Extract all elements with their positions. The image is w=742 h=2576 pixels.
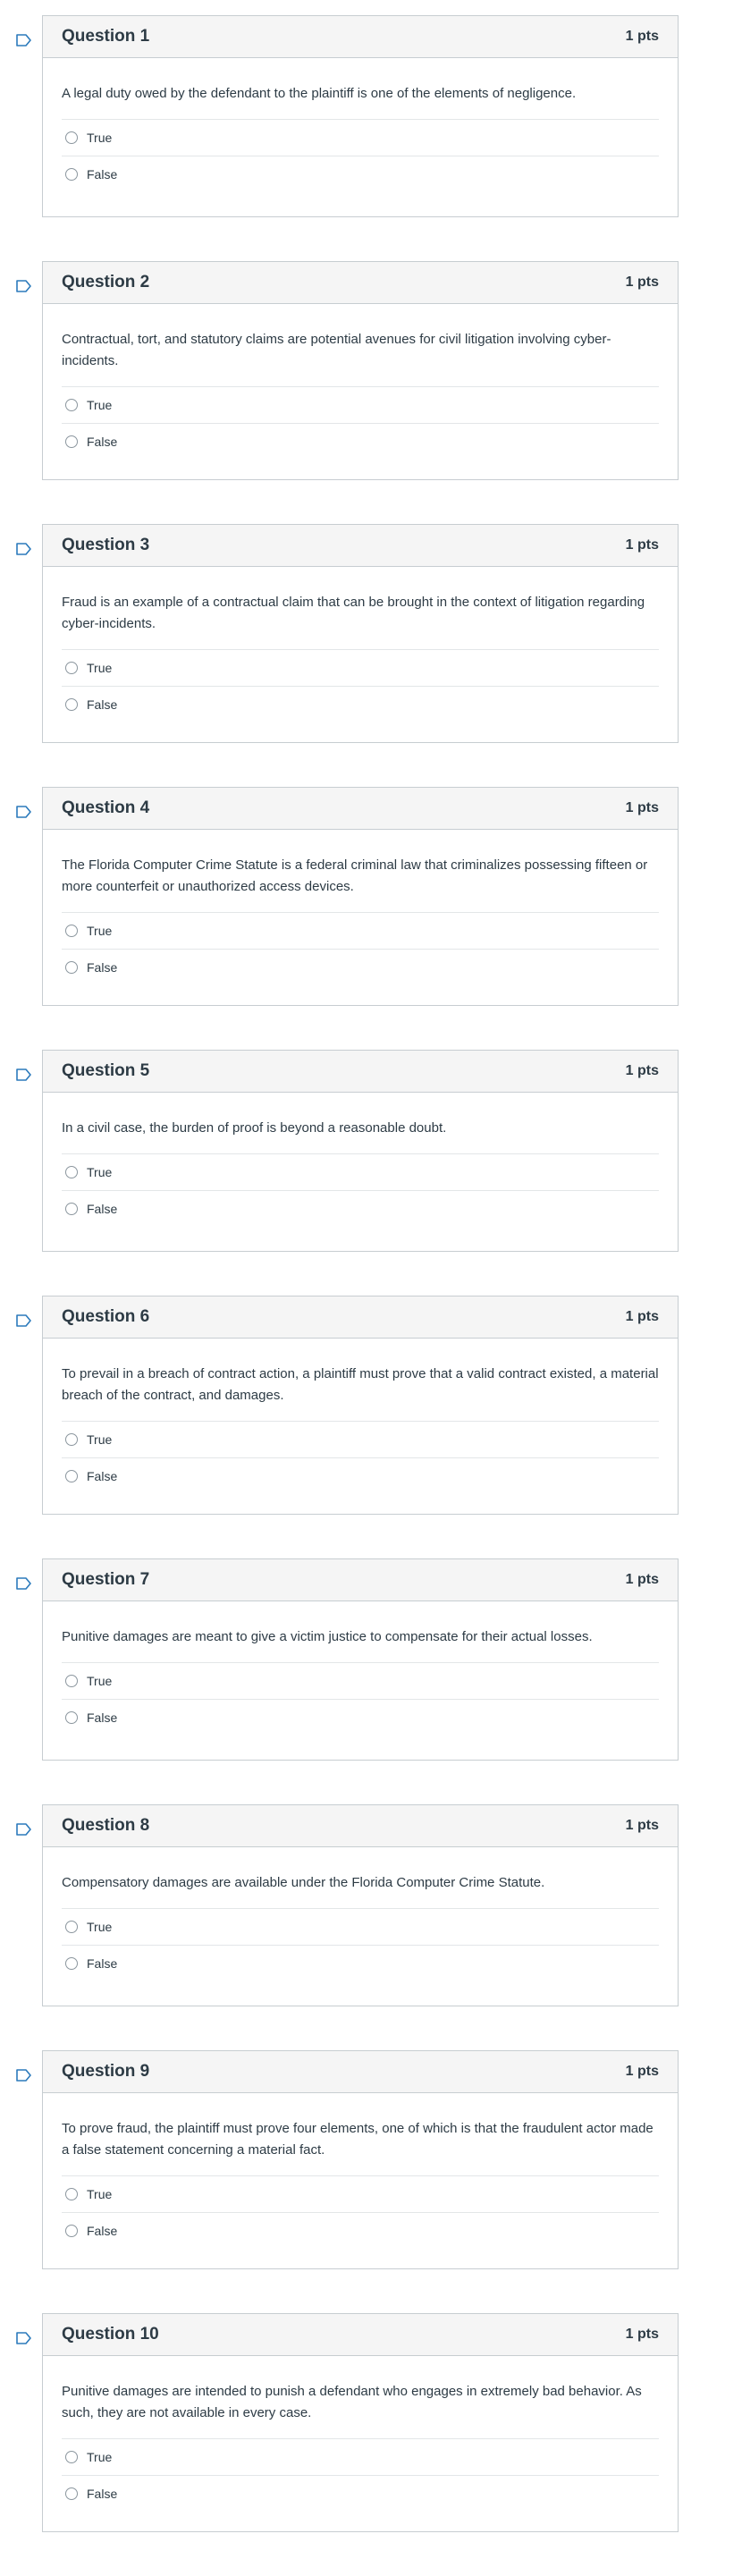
answer-option-false[interactable]	[62, 1945, 659, 1981]
question-block-6	[0, 1296, 742, 1515]
radio-button[interactable]	[65, 131, 78, 144]
answer-option-false[interactable]	[62, 2212, 659, 2249]
question-block-1	[0, 15, 742, 217]
question-text: Fraud is an example of a contractual claim that can be brought in the context of litigation regarding cyber-incidents.	[62, 595, 645, 631]
question-text: To prove fraud, the plaintiff must prove four elements, one of which is that the fraudulent actor made a false statement concerning a material fact.	[62, 2121, 653, 2158]
answer-list	[62, 119, 659, 192]
question-card	[42, 1558, 679, 1761]
radio-button[interactable]	[65, 1203, 78, 1215]
radio-button[interactable]	[65, 399, 78, 411]
question-block-4	[0, 787, 742, 1006]
question-header	[43, 2314, 678, 2356]
answer-label: True	[87, 398, 113, 412]
answer-list	[62, 649, 659, 722]
answer-list	[62, 2175, 659, 2249]
radio-button[interactable]	[65, 435, 78, 448]
question-text: Punitive damages are meant to give a victim justice to compensate for their actual losses.	[62, 1629, 593, 1644]
answer-label: False	[87, 167, 118, 182]
answer-label: True	[87, 131, 113, 145]
question-card	[42, 1804, 679, 2006]
question-block-10	[0, 2313, 742, 2532]
answer-list	[62, 1421, 659, 1494]
question-header	[43, 525, 678, 567]
question-body	[43, 1339, 678, 1494]
question-title: Question 10	[62, 2325, 159, 2344]
radio-button[interactable]	[65, 2451, 78, 2463]
question-body	[43, 1847, 678, 1981]
question-title: Question 5	[62, 1061, 150, 1080]
answer-label: True	[87, 1920, 113, 1934]
question-body	[43, 830, 678, 985]
question-text: To prevail in a breach of contract action, a plaintiff must prove that a valid contract existed, a material breach of the contract, and damages.	[62, 1366, 659, 1403]
answer-list	[62, 1908, 659, 1981]
question-body	[43, 1601, 678, 1736]
question-header	[43, 262, 678, 304]
question-block-5	[0, 1050, 742, 1252]
question-block-2	[0, 261, 742, 480]
question-points: 1 pts	[625, 1309, 659, 1324]
answer-label: True	[87, 924, 113, 938]
radio-button[interactable]	[65, 2188, 78, 2200]
answer-label: True	[87, 2450, 113, 2464]
question-card	[42, 787, 679, 1006]
radio-button[interactable]	[65, 961, 78, 974]
question-points: 1 pts	[625, 2327, 659, 2342]
question-text: Compensatory damages are available under the Florida Computer Crime Statute.	[62, 1875, 545, 1890]
question-points: 1 pts	[625, 537, 659, 553]
question-title: Question 6	[62, 1307, 150, 1326]
answer-label: False	[87, 2224, 118, 2238]
radio-button[interactable]	[65, 925, 78, 937]
question-body	[43, 1093, 678, 1227]
question-card	[42, 1296, 679, 1515]
question-title: Question 4	[62, 798, 150, 817]
answer-label: True	[87, 1432, 113, 1447]
answer-option-true[interactable]	[62, 2438, 659, 2475]
question-text: Contractual, tort, and statutory claims are potential avenues for civil litigation involving cyber-incidents.	[62, 332, 611, 368]
answer-label: True	[87, 2187, 113, 2201]
answer-option-false[interactable]	[62, 156, 659, 192]
answer-option-false[interactable]	[62, 686, 659, 722]
flag-question-icon[interactable]	[16, 806, 32, 818]
answer-option-true[interactable]	[62, 649, 659, 686]
question-card	[42, 524, 679, 743]
flag-question-icon[interactable]	[16, 2332, 32, 2344]
answer-option-false[interactable]	[62, 949, 659, 985]
question-card	[42, 2313, 679, 2532]
radio-button[interactable]	[65, 662, 78, 674]
flag-question-icon[interactable]	[16, 543, 32, 555]
question-header	[43, 16, 678, 58]
flag-question-icon[interactable]	[16, 1314, 32, 1327]
question-card	[42, 2050, 679, 2269]
answer-list	[62, 1662, 659, 1736]
answer-label: True	[87, 661, 113, 675]
radio-button[interactable]	[65, 1433, 78, 1446]
question-body	[43, 304, 678, 460]
answer-label: False	[87, 1956, 118, 1971]
question-block-8	[0, 1804, 742, 2006]
answer-option-true[interactable]	[62, 386, 659, 423]
answer-option-false[interactable]	[62, 1457, 659, 1494]
radio-button[interactable]	[65, 1470, 78, 1482]
radio-button[interactable]	[65, 1921, 78, 1933]
question-points: 1 pts	[625, 29, 659, 44]
question-text: Punitive damages are intended to punish a defendant who engages in extremely bad behavior. As such, they are not available in every case.	[62, 2384, 642, 2420]
question-body	[43, 58, 678, 192]
question-title: Question 7	[62, 1570, 150, 1589]
question-text: A legal duty owed by the defendant to the plaintiff is one of the elements of negligence.	[62, 86, 577, 101]
answer-option-false[interactable]	[62, 2475, 659, 2512]
answer-list	[62, 1153, 659, 1227]
radio-button[interactable]	[65, 1711, 78, 1724]
question-title: Question 2	[62, 273, 150, 291]
answer-label: False	[87, 2487, 118, 2501]
flag-question-icon[interactable]	[16, 34, 32, 46]
answer-option-false[interactable]	[62, 1190, 659, 1227]
question-points: 1 pts	[625, 2064, 659, 2079]
answer-option-false[interactable]	[62, 423, 659, 460]
question-block-9	[0, 2050, 742, 2269]
radio-button[interactable]	[65, 2487, 78, 2500]
question-block-3	[0, 524, 742, 743]
question-header	[43, 1296, 678, 1339]
answer-list	[62, 2438, 659, 2512]
flag-question-icon[interactable]	[16, 1577, 32, 1590]
answer-option-true[interactable]	[62, 1153, 659, 1190]
answer-label: False	[87, 1202, 118, 1216]
answer-option-true[interactable]	[62, 1908, 659, 1945]
flag-question-icon[interactable]	[16, 280, 32, 292]
question-card	[42, 261, 679, 480]
radio-button[interactable]	[65, 1957, 78, 1970]
question-points: 1 pts	[625, 274, 659, 290]
answer-label: False	[87, 697, 118, 712]
answer-label: True	[87, 1674, 113, 1688]
question-title: Question 8	[62, 1816, 150, 1835]
question-header	[43, 1559, 678, 1601]
question-card	[42, 15, 679, 217]
question-text: The Florida Computer Crime Statute is a federal criminal law that criminalizes possessing fifteen or more counterfeit or unauthorized access devices.	[62, 857, 648, 894]
radio-button[interactable]	[65, 1675, 78, 1687]
radio-button[interactable]	[65, 1166, 78, 1178]
answer-label: False	[87, 435, 118, 449]
question-block-7	[0, 1558, 742, 1761]
answer-option-true[interactable]	[62, 2175, 659, 2212]
question-body	[43, 2093, 678, 2249]
question-body	[43, 2356, 678, 2512]
answer-option-true[interactable]	[62, 1421, 659, 1457]
question-title: Question 1	[62, 27, 150, 46]
question-points: 1 pts	[625, 1572, 659, 1587]
question-points: 1 pts	[625, 1063, 659, 1078]
answer-option-true[interactable]	[62, 119, 659, 156]
answer-label: False	[87, 1710, 118, 1725]
question-header	[43, 2051, 678, 2093]
question-points: 1 pts	[625, 1818, 659, 1833]
question-title: Question 9	[62, 2062, 150, 2081]
question-points: 1 pts	[625, 800, 659, 815]
question-card	[42, 1050, 679, 1252]
answer-option-true[interactable]	[62, 1662, 659, 1699]
answer-option-false[interactable]	[62, 1699, 659, 1736]
answer-list	[62, 912, 659, 985]
answer-label: False	[87, 1469, 118, 1483]
flag-question-icon[interactable]	[16, 1068, 32, 1081]
flag-question-icon[interactable]	[16, 2069, 32, 2082]
question-title: Question 3	[62, 536, 150, 554]
answer-label: True	[87, 1165, 113, 1179]
radio-button[interactable]	[65, 2225, 78, 2237]
question-header	[43, 1805, 678, 1847]
answer-label: False	[87, 960, 118, 975]
flag-question-icon[interactable]	[16, 1823, 32, 1836]
question-text: In a civil case, the burden of proof is beyond a reasonable doubt.	[62, 1120, 447, 1136]
radio-button[interactable]	[65, 698, 78, 711]
radio-button[interactable]	[65, 168, 78, 181]
question-header	[43, 788, 678, 830]
question-body	[43, 567, 678, 722]
answer-list	[62, 386, 659, 460]
question-header	[43, 1051, 678, 1093]
answer-option-true[interactable]	[62, 912, 659, 949]
